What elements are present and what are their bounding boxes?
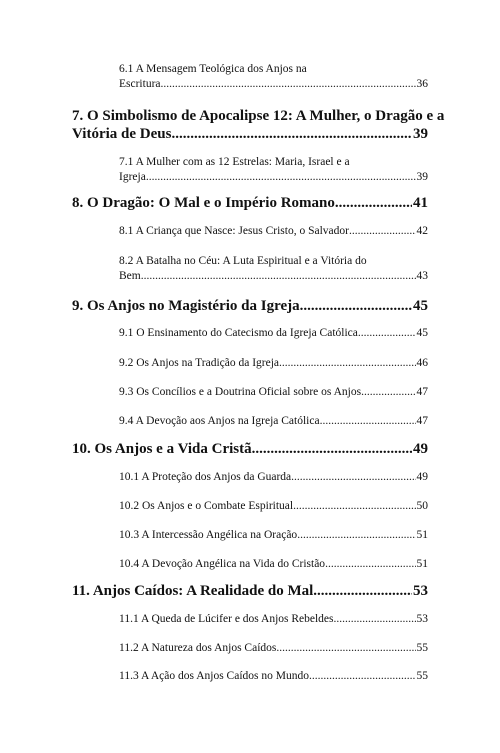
toc-entry-title: 10.3 A Intercessão Angélica na Oração: [119, 529, 298, 541]
toc-page-number: 53: [413, 583, 428, 599]
dot-leader: [320, 414, 416, 429]
dot-leader: [358, 326, 416, 341]
toc-section-entry[interactable]: [119, 254, 428, 284]
toc-chapter-entry[interactable]: [72, 440, 428, 458]
toc-chapter-entry[interactable]: [72, 582, 428, 600]
dot-leader: [335, 194, 412, 212]
toc-page-number: 53: [416, 613, 428, 625]
toc-section-entry[interactable]: [119, 326, 428, 341]
dot-leader: [141, 269, 416, 284]
dot-leader: [279, 356, 415, 371]
toc-page-number: 39: [416, 171, 428, 183]
toc-chapter-entry[interactable]: [72, 194, 428, 212]
toc-entry-line: [119, 356, 428, 371]
toc-entry-title: 11.1 A Queda de Lúcifer e dos Anjos Rebeldes: [119, 613, 334, 625]
toc-page-number: 51: [416, 529, 428, 541]
toc-page-number: 39: [413, 126, 428, 142]
toc-page-number: 55: [416, 670, 428, 682]
toc-entry-line: [119, 269, 428, 284]
toc-page-number: 55: [416, 642, 428, 654]
toc-page-number: 43: [416, 270, 428, 282]
toc-page-number: 47: [416, 415, 428, 427]
dot-leader: [276, 641, 415, 656]
toc-entry-line: [119, 499, 428, 514]
toc-entry-line: [119, 641, 428, 656]
toc-page-number: 51: [416, 558, 428, 570]
toc-chapter-entry[interactable]: [72, 297, 428, 315]
toc-section-entry[interactable]: [119, 414, 428, 429]
toc-page-number: 42: [416, 225, 428, 237]
toc-page-number: 36: [416, 78, 428, 90]
toc-entry-title: Igreja: [119, 171, 146, 183]
dot-leader: [349, 224, 416, 239]
toc-section-entry[interactable]: [119, 641, 428, 656]
dot-leader: [171, 125, 412, 143]
toc-entry-line: [119, 557, 428, 572]
toc-entry-title: Vitória de Deus: [72, 126, 172, 142]
toc-section-entry[interactable]: [119, 224, 428, 239]
toc-entry-title: 11.2 A Natureza dos Anjos Caídos: [119, 642, 277, 654]
toc-entry-title-line: 8.2 A Batalha no Céu: A Luta Espiritual e a Vitória do: [119, 255, 367, 267]
toc-section-entry[interactable]: [119, 669, 428, 684]
toc-section-entry[interactable]: [119, 499, 428, 514]
toc-entry-title: 9.2 Os Anjos na Tradição da Igreja: [119, 357, 280, 369]
toc-entry-line: [119, 77, 428, 92]
toc-page-number: 41: [413, 195, 428, 211]
toc-entry-line: [119, 170, 428, 185]
dot-leader: [361, 385, 415, 400]
toc-entry-title: 10.2 Os Anjos e o Combate Espiritual: [119, 500, 294, 512]
toc-entry-title: 9. Os Anjos no Magistério da Igreja: [72, 298, 300, 314]
toc-entry-title-line: 6.1 A Mensagem Teológica dos Anjos na: [119, 63, 307, 75]
dot-leader: [146, 170, 416, 185]
toc-section-entry[interactable]: [119, 470, 428, 485]
dot-leader: [291, 470, 415, 485]
toc-page-number: 50: [416, 500, 428, 512]
toc-page-number: 49: [416, 471, 428, 483]
toc-section-entry[interactable]: [119, 385, 428, 400]
toc-entry-title: 9.1 O Ensinamento do Catecismo da Igreja Católica: [119, 327, 358, 339]
toc-page-number: 49: [413, 441, 428, 457]
toc-section-entry[interactable]: [119, 356, 428, 371]
toc-entry-line: [119, 385, 428, 400]
toc-section-entry[interactable]: [119, 557, 428, 572]
dot-leader: [252, 440, 412, 458]
toc-entry-title: 11. Anjos Caídos: A Realidade do Mal: [72, 583, 314, 599]
toc-entry-title: Escritura: [119, 78, 161, 90]
toc-entry-line: [72, 582, 428, 600]
toc-entry-line: [119, 326, 428, 341]
toc-section-entry[interactable]: [119, 155, 428, 185]
dot-leader: [297, 528, 415, 543]
toc-entry-title: 10. Os Anjos e a Vida Cristã: [72, 441, 252, 457]
dot-leader: [161, 77, 416, 92]
toc-entry-title: 9.3 Os Concílios e a Doutrina Oficial sobre os Anjos: [119, 386, 362, 398]
toc-entry-line: [72, 194, 428, 212]
toc-entry-line: [72, 297, 428, 315]
toc-page-number: 46: [416, 357, 428, 369]
dot-leader: [313, 582, 412, 600]
toc-entry-title-line: 7.1 A Mulher com as 12 Estrelas: Maria, Israel e a: [119, 156, 350, 168]
toc-entry-title-line: 7. O Simbolismo de Apocalipse 12: A Mulher, o Dragão e a: [72, 108, 445, 124]
dot-leader: [325, 557, 415, 572]
dot-leader: [300, 297, 412, 315]
dot-leader: [334, 612, 416, 627]
toc-entry-line: [119, 528, 428, 543]
toc-section-entry[interactable]: [119, 62, 428, 92]
toc-entry-title: 8. O Dragão: O Mal e o Império Romano: [72, 195, 335, 211]
toc-entry-title: 10.1 A Proteção dos Anjos da Guarda: [119, 471, 292, 483]
toc-entry-line: [72, 125, 428, 143]
toc-entry-line: [119, 224, 428, 239]
toc-entry-line: [119, 669, 428, 684]
toc-entry-line: [119, 612, 428, 627]
toc-page-number: 47: [416, 386, 428, 398]
toc-chapter-entry[interactable]: [72, 107, 445, 143]
toc-entry-title: 11.3 A Ação dos Anjos Caídos no Mundo: [119, 670, 309, 682]
toc-page-number: 45: [413, 298, 428, 314]
toc-entry-line: [119, 470, 428, 485]
toc-section-entry[interactable]: [119, 528, 428, 543]
dot-leader: [293, 499, 415, 514]
toc-section-entry[interactable]: [119, 612, 428, 627]
toc-entry-title: Bem: [119, 270, 141, 282]
toc-entry-line: [72, 440, 428, 458]
toc-page-number: 45: [416, 327, 428, 339]
toc-entry-title: 9.4 A Devoção aos Anjos na Igreja Católica: [119, 415, 320, 427]
toc-entry-title: 8.1 A Criança que Nasce: Jesus Cristo, o Salvador: [119, 225, 349, 237]
dot-leader: [309, 669, 416, 684]
toc-entry-title: 10.4 A Devoção Angélica na Vida do Cristão: [119, 558, 326, 570]
toc-entry-line: [119, 414, 428, 429]
